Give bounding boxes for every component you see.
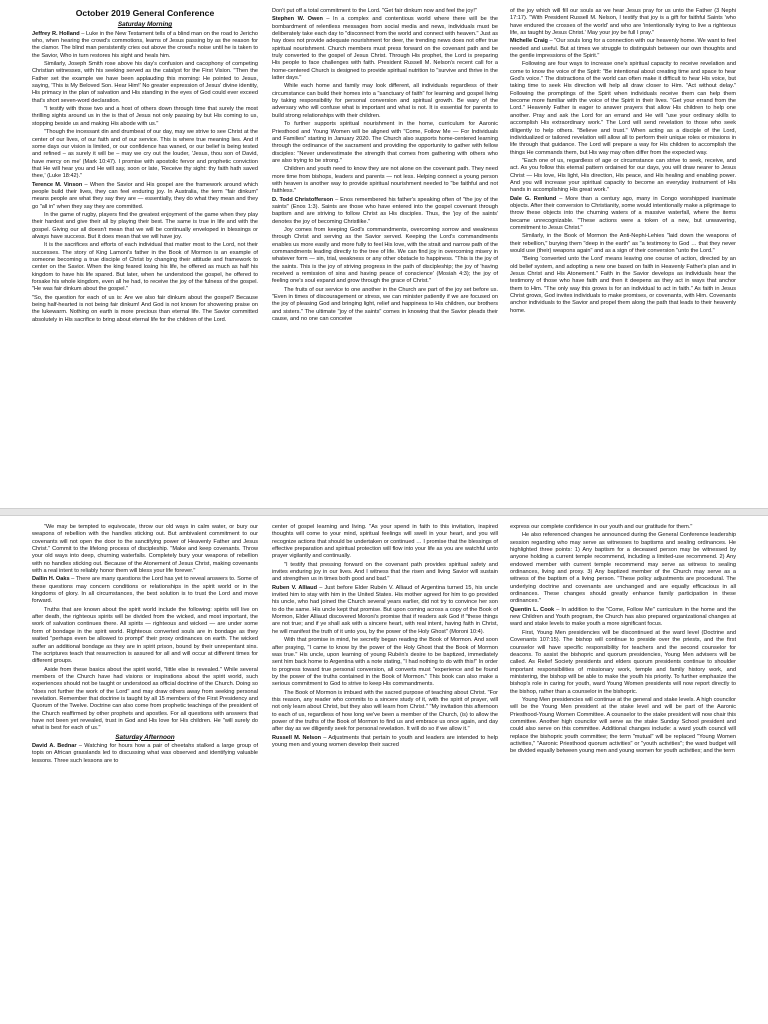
paragraph xyxy=(32,106,258,128)
column-3 xyxy=(510,8,736,500)
speaker-name: David A. Bednar xyxy=(32,742,77,749)
paragraph-text: – In a complex and contentious world where there will be the bombardment of relentless messages from social media and news, individuals must be deliberately take each day to "disconnect from the world and connect with heaven." Just as hay does not provide adequate nourishment for deer, the trending news does not offer true spiritual nourishment. Church members must press forward on the covenant path and be truly converted to the gospel of Jesus Christ. Through His prophet, the Lord is preparing His people to face challenges with faith. President Russell M. Nelson's recent call for a home-centered Church is designed to provide spiritual nutrition to "survive and thrive in the latter days." xyxy=(272,16,498,82)
paragraph-text: – "Our souls long for a connection with our heavenly home. We want to feel needed and useful. But at times we struggle to distinguish between our own thoughts and the gentle impressions of the Spirit." xyxy=(510,38,736,60)
paragraph-text: "I testify that pressing forward on the covenant path provides spiritual safety and invites enduring joy in our lives. And I witness that the risen and living Savior will sustain and strengthen us in times both good and bad." xyxy=(272,561,498,583)
paragraph xyxy=(510,697,736,756)
paragraph-text: – More than a century ago, many in Congo worshipped inanimate objects. After their conversion to Christianity, some would intentionally make a pilgrimage to throw these objects into the churning waters of a massive waterfall, where the items became unrecognizable. "These actions were a token of a new, but unwavering, commitment to Jesus Christ." xyxy=(510,195,736,231)
paragraph-text: The fruits of our service to one another in the Church are part of the joy set before us. "Even in times of discouragement or stress, we can minister patiently if we are focused on the joy of pleasing God and bringing light, relief and happiness to His children, our brothers and sisters." The ultimate "joy of the saints" comes in knowing that the Savior pleads their cause, and no one can conceive xyxy=(272,286,498,323)
paragraph-text: "Each one of us, regardless of age or circumstance can strive to seek, receive, and act. As you follow this eternal pattern ordained for our days, you will draw nearer to Jesus Christ — His love, His light, His direction, His peace, and His healing and enabling power. And you will increase your spiritual capacity to become an everyday instrument of His hands in accomplishing His great work." xyxy=(510,157,736,194)
paragraph-text: It is the sacrifices and efforts of each individual that matter most to the Lord, not their successes. The story of King Lamoni's father in the Book of Mormon is an example of someone becoming a true disciple of Christ by changing their attitude and framework to center on the Savior. When the king feared losing his life, he offered as much as half his kingdom to have his life spared. But later, when he understood the gospel, he offered to forsake his whole kingdom, even all he had, to receive the joy of the fulness of the gospel. "He was fair dinkum about the gospel." xyxy=(32,242,258,293)
paragraph-group xyxy=(32,743,258,765)
paragraph-text: To further supports spiritual nourishment in the home, curriculum for Aaronic Priesthood and Young Women will be aligned with "Come, Follow Me — For Individuals and Families" starting in January 2020. The Church also supports home-centered learning through the ordinance of the sacrament and providing the opportunity to gather with fellow disciples: "Never underestimate the strength that comes from gathering with others who are also trying to be strong." xyxy=(272,121,498,164)
speaker-name: Dale G. Renlund xyxy=(510,195,557,202)
speaker-name: Terence M. Vinson xyxy=(32,181,83,188)
paragraph-text: "Being 'converted unto the Lord' means leaving one course of action, directed by an old belief system, and adopting a new one based on faith in Heavenly Father's plan and in Jesus Christ and His Atonement." Faith in the Savior develops as individuals hear the testimony of those who have faith and then it deepens as they act in ways that anchor them to Him. "The only way this grows is for an individual to act in faith." As faith in Jesus Christ grows, God invites individuals to make promises, or covenants, with Him. Covenants anchor individuals to the Savior and propel them along the path that leads to their heavenly home. xyxy=(510,256,736,314)
paragraph-group xyxy=(32,31,258,324)
paragraph xyxy=(272,287,498,324)
paragraph xyxy=(272,121,498,165)
paragraph-text: Similarly, Joseph Smith rose above his day's confusion and cacophony of competing Christian witnesses, with his seeking served as the catalyst for the First Vision. "Then the Father set the example we have been applauding this morning: He pointed to Jesus, saying, 'This is My Beloved Son. Hear Him!' No greater expression of Jesus' divine identity, His primacy in the plan of salvation and His standing in the eyes of God could ever exceed that's short seven-word declaration. xyxy=(32,61,258,104)
speaker-name: Ruben V. Alliaud xyxy=(272,584,317,591)
section-heading: Saturday Afternoon xyxy=(115,733,175,741)
paragraph xyxy=(32,212,258,241)
page-separator xyxy=(0,508,768,516)
paragraph-text: "Though the incessant din and drumbeat of our day, may we strive to see Christ at the center of our lives, of our faith and of our service. This is where true meaning lies. And if some days our vision is limited, or our confidence has waned, or our belief is being tested and refined – as surely it will be – may we cry out the louder, 'Jesus, thou son of David, have mercy on me' (Mark 10:47). I promise with apostolic fervor and prophetic conviction that He will hear you and He will say, soon or late, 'Receive thy sight: thy faith hath saved thee,' (Luke 18:42)." xyxy=(32,129,258,180)
paragraph xyxy=(510,524,736,531)
paragraph xyxy=(272,735,498,750)
paragraph xyxy=(32,524,258,575)
paragraph-text: Truths that are known about the spirit world include the following: spirits will live on after death, the righteous spirits will be divided from the wicked, and most important, the work of salvation continues there. All spirits — righteous and wicked — are under some form of bondage in the spirit world. Righteous converted souls are in bondage as they waited "perhaps even be allowed to prompt" their proxy ordinances on earth. The wicked suffer an additional bondage as they are in spirit prison, bound by their unrepentant sins. The scriptures teach that resurrection is assured for all and will occur at different times for different groups. xyxy=(32,606,258,665)
speaker-name: Jeffrey R. Holland xyxy=(32,30,80,37)
speaker-name: Russell M. Nelson xyxy=(272,734,322,741)
column-3 xyxy=(510,524,736,1024)
paragraph xyxy=(272,227,498,286)
speaker-name: Michelle Craig xyxy=(510,38,548,45)
paragraph-text: – Luke in the New Testament tells of a blind man on the road to Jericho who, when hearing the crowd's commotions, learns of Jesus passing by as the reason for the clamor. The blind man persistently cries out above the crowd's noise until he is taken to the Savior, Who in turn restores his sight and heals him. xyxy=(32,30,258,59)
column-1 xyxy=(32,524,258,1024)
paragraph xyxy=(32,242,258,293)
paragraph-text: In the game of rugby, players find the greatest enjoyment of the game when they play their hardest and give their all by playing their best. The same is true in life and with the gospel. Giving our all doesn't mean that we will be continually enveloped in blessings or always have success. But it does mean that we will have joy. xyxy=(32,211,258,240)
paragraph xyxy=(272,637,498,688)
paragraph-text: Similarly, in the Book of Mormon the Anti-Nephi-Lehies "laid down the weapons of their rebellion," burying them "deep in the earth" as "a testimony to God … that they never would use (their) weapons again" and as a sign of their conversion "unto the Lord." xyxy=(510,233,736,254)
paragraph xyxy=(32,667,258,733)
paragraph-text: He also referenced changes he announced during the General Conference leadership session regarding who may serve as witnesses to baptisms and sealing ordinances. He highlighted three points: 1) Any baptism for a deceased person may be witnessed by anyone holding a current temple recommend, including a limited-use recommend. 2) Any endowed member with current temple recommend may serve as witness to sealing ordinances, living and proxy. 3) Any baptized member of the Church may serve as a witness of the baptism of a living person. "These policy adjustments are procedural. The underlying doctrine and covenants are unchanged and are equally efficacious in all ordinances. These changes should greatly enhance family participation in these ordinances." xyxy=(510,532,736,605)
paragraph xyxy=(272,16,498,82)
paragraph-text: "We may be tempted to equivocate, throw our old ways in calm water, or bury our weapons of rebellion with the handles sticking out. But ambivalent commitment to our covenants will not open the door to the sanctifying power of Heavenly Father and Jesus Christ." Commit to the lifelong process of discipleship. "Make and keep covenants. Throw your old ways into deep, churning waterfalls. Completely bury your weapons of rebellion with no handles sticking out. Because of the Atonement of Jesus Christ, making covenants with a real intent to reliably honor them will bless your life forever." xyxy=(32,524,258,575)
paragraph-text: Young Men presidencies will continue at the general and stake levels. A high councilor will be the Young Men president at the stake level and will be part of the Aaronic Priesthood-Young Women Committee. A counselor to the stake president will now chair this committee. Another high councilor will serve as the stake Sunday School president and could also serve on this committee. Additional changes include: a ward youth council will replace the bishopric youth committee; the term "mutual" will be replaced "Young Women activities," "Aaronic Priesthood quorum activities" or "youth activities"; the ward budget will be divided equally between young men and young women for youth activities; and the term xyxy=(510,696,736,755)
paragraph xyxy=(32,61,258,105)
paragraph-text: While each home and family may look different, all individuals regardless of their circumstance can build their homes into a "sanctuary of faith" for learning and gospel living by taking responsibility for personal conversion and spiritual growth. Be wary of the adversary who will confuse what is important and what is not. It is essential for parents to build strong relationships with their children. xyxy=(272,83,498,119)
paragraph-text: – There are many questions the Lord has yet to reveal answers to. Some of these questions may concern conditions or relationships in the spirit world or in the kingdoms of glory. In all circumstances, the best solution is to trust the Lord and move forward. xyxy=(32,576,258,605)
paragraph-text: With that promise in mind, he secretly began reading the Book of Mormon. And soon after praying, "I came to know by the power of the Holy Ghost that the Book of Mormon was true." His uncle, upon learning of young Rubén's desire to be baptized, immediately sent him back home to Argentina with a note stating, "I had nothing to do with this!" In order to progress toward true personal conversion, all converts must "experience and be found by the power of the truths contained in the Book of Mormon." This book can also make a serious commitment to God to strive to keep His commandments. xyxy=(272,637,498,688)
paragraph-group xyxy=(272,524,498,749)
paragraph xyxy=(272,690,498,734)
paragraph xyxy=(272,585,498,636)
paragraph xyxy=(510,607,736,629)
paragraph-text: Joy comes from keeping God's commandments, overcoming sorrow and weakness through Christ and serving as the Savior served. Keeping the Lord's commandments enables us more easily and more fully to feel His love, with the strait and narrow path of the commandments leading directly to the tree of life. We can find joy in overcoming misery in whatever form — sin, trial, weakness or any other obstacle to happiness. "This is the joy of the saints. This is the joy of striving progress in the path of discipleship; the joy of 'having received a remission of sins and having peace of conscience' (Mosiah 4:3); the joy of feeling one's soul expand and grow through the grace of Christ." xyxy=(272,226,498,285)
paragraph xyxy=(32,129,258,180)
paragraph xyxy=(32,295,258,324)
paragraph-text: – Watching for hours how a pair of cheetahs stalked a large group of topis on African grasslands led to discussing what was observed and identifying valuable lessons. Three such lessons are to xyxy=(32,742,258,764)
paragraph-text: First, Young Men presidencies will be discontinued at the ward level (Doctrine and Covenants 107:15). The bishop will continue to preside over the priests, and the first counselor will have specific responsibility for teachers and the second counselor for deacons. To assist the bishopric and quorum presidencies, Young Men advisers will be called. As Relief Society presidents and elders quorum presidents continue to shoulder important responsibilities of missionary work, temple and family history work, and ministering, the bishop will be able to make the youth his priority. To further emphasize the bishop's role in caring for youth, ward Young Women presidents will now report directly to the bishop, rather than a counselor in the bishopric. xyxy=(510,629,736,695)
section-heading: Saturday Morning xyxy=(117,21,173,29)
paragraph xyxy=(272,562,498,584)
paragraph xyxy=(272,524,498,561)
paragraph xyxy=(272,166,498,195)
paragraph xyxy=(272,8,498,15)
page-bottom-half xyxy=(0,516,768,1024)
paragraph-text: Children and youth need to know they are not alone on the covenant path. They need more time from bishops, leaders and parents — not less. Helping connect a young person with heaven is another way to provide spiritual nourishment needed to "be faithful and not faithless." xyxy=(272,166,498,195)
paragraph xyxy=(510,158,736,195)
paragraph xyxy=(510,532,736,605)
paragraph-text: – When the Savior and His gospel are the framework around which people build their lives, they can feel enduring joy. In Australia, the term "fair dinkum" means people are what they say they are — essentially, they do what they mean and they go "all in" when they say they are committed. xyxy=(32,181,258,210)
paragraph xyxy=(510,233,736,255)
paragraph-text: "I testify with those two and a host of others down through time that surely the most thrilling sights around us in the is that of Jesus not only passing by but His coming to us, stopping beside us and making His abode with us." xyxy=(32,106,258,127)
paragraph-text: Following are four ways to increase one's spiritual capacity to receive revelation and come to know the voice of the Spirit: "Be intentional about creating time and space to hear God's voice." The distractions of the world can often make it difficult to hear His voice, but taking time to seek His direction will help all draw closer to Him. "Act without delay." Following the promptings of the Spirit when individuals receive them can help them become more familiar with the voice of the Spirit in their lives. "Get your errand from the Lord." Heavenly Father is eager to answer prayers that allow His children to help one another. Pray and ask the Lord for an errand and He will "use your ordinary skills to accomplish His extraordinary work." The Lord will send revelation to those who seek diligently to help others. "Believe and trust." When acting as a disciple of the Lord, individualized or tailored revelation will allow all to perform their unique roles or missions in life through that guidance. The Lord will prepare a way for His children to accomplish the things He commands them, but His way may often differ from the expected way. xyxy=(510,61,736,156)
paragraph-group xyxy=(510,8,736,315)
column-2 xyxy=(272,8,498,500)
paragraph-text: The Book of Mormon is imbued with the sacred purpose of teaching about Christ. "For this reason, any reader who commits to a sincere study of it, with the spirit of prayer, will not only learn about Christ, but they also will learn from Christ." "My invitation this afternoon to each of us, regardless of how long we've been a member of the Church, (is) to allow the power of the truths of the Book of Mormon to find us and embrace us once again, and day after day as we diligently seek for personal revelation. It will do so if we allow it." xyxy=(272,689,498,733)
speaker-name: Quentin L. Cook xyxy=(510,606,555,613)
paragraph xyxy=(510,630,736,696)
paragraph-text: – Adjustments that pertain to youth and leaders are intended to help young men and young women develop their sacred xyxy=(272,734,498,748)
paragraph-text: Don't put off a total commitment to the Lord. "Get fair dinkum now and feel the joy!" xyxy=(272,8,477,14)
paragraph xyxy=(272,83,498,120)
paragraph-text: center of gospel learning and living. "As your spend in faith to this invitation, inspired thoughts will come to your mind, spiritual feelings will swell in your heart, and you will recognize actions that should be undertaken or continued … I promise that the blessings of effective preparation and spiritual protection will flow into your life as you are watchful unto prayer vigilantly and continually. xyxy=(272,524,498,560)
paragraph-group xyxy=(32,524,258,733)
paragraph xyxy=(272,197,498,226)
paragraph xyxy=(32,743,258,765)
column-2 xyxy=(272,524,498,1024)
paragraph xyxy=(510,256,736,315)
paragraph xyxy=(510,196,736,233)
paragraph xyxy=(32,576,258,605)
paragraph-text: – In addition to the "Come, Follow Me" curriculum in the home and the new Children and Youth program, the Church has also prepared organizational changes at ward and stake levels to make youth a more significant focus. xyxy=(510,606,736,628)
paragraph xyxy=(32,182,258,211)
paragraph xyxy=(510,61,736,156)
paragraph-text: Aside from these basics about the spirit world, "little else is revealed." While several members of the Church have had visions or inspirations about the spirit world, such experiences should not be taught or understood as official doctrine of the Church. Doing so "does not further the work of the Lord" and may draw others away from seeking personal revelation. Remember that doctrine is taught by all 15 members of the First Presidency and Quorum of the Twelve. Doctrine can also come from prophetic teachings of the president of the Church reaffirmed by other prophets and apostles. For all questions with answers that have not been yet revealed, trust in God and His love for His children. He "will surely do what is best for each of us." xyxy=(32,666,258,732)
paragraph-group xyxy=(272,8,498,323)
paragraph xyxy=(32,31,258,60)
speaker-name: Stephen W. Owen xyxy=(272,16,323,23)
speaker-name: D. Todd Christofferson xyxy=(272,196,334,203)
page-top-half xyxy=(0,0,768,505)
paragraph-text: of the joy which will fill our souls as we hear Jesus pray for us unto the Father (3 Nephi 17:17). "With President Russell M. Nelson, I testify that joy is a gift for faithful Saints 'who have endured the crosses of the world' and who are 'intentionally trying to live a righteous life, as taught by Jesus Christ.' May your joy be full I pray." xyxy=(510,8,736,37)
paragraph-text: – Just before Elder Rubén V. Alliaud of Argentina turned 15, his uncle invited him to stay with him in the United States. His mother agreed for him to go provided his uncle, who had joined the Church several years earlier, did not try to convince her son to do the same. His uncle kept that promise. But upon coming across a copy of the Book of Mormon, Elder Alliaud discovered Moroni's promise that if readers ask God if "these things are not true; and if ye shall ask with a sincere heart, with real intent, having faith in Christ, he will manifest the truth of it unto you, by the power of the Holy Ghost" (Moroni 10:4). xyxy=(272,584,498,635)
document-title: October 2019 General Conference xyxy=(75,8,215,18)
column-1 xyxy=(32,8,258,500)
paragraph-text: – Enos remembered his father's speaking often of "the joy of the saints" (Enos 1:3). Saints are those who have entered into the gospel covenant through baptism and are striving to follow Christ as His disciples. Thus, the 'joy of the saints' denotes the joy of becoming Christlike." xyxy=(272,196,498,225)
paragraph xyxy=(510,8,736,37)
paragraph-group xyxy=(510,524,736,756)
paragraph-text: "So, the question for each of us is: Are we also fair dinkum about the gospel? Because being half-hearted is not being fair dinkum! And God is not known for showering praise on the lukewarm. Nothing on earth is more precious than eternal life. The Savior committed absolutely in His sacrifice to bring about eternal life for the children of the Lord. xyxy=(32,294,258,323)
paragraph xyxy=(32,607,258,666)
paragraph-text: express our complete confidence in our youth and our gratitude for them." xyxy=(510,524,693,530)
paragraph xyxy=(510,38,736,60)
speaker-name: Dallin H. Oaks xyxy=(32,576,70,583)
